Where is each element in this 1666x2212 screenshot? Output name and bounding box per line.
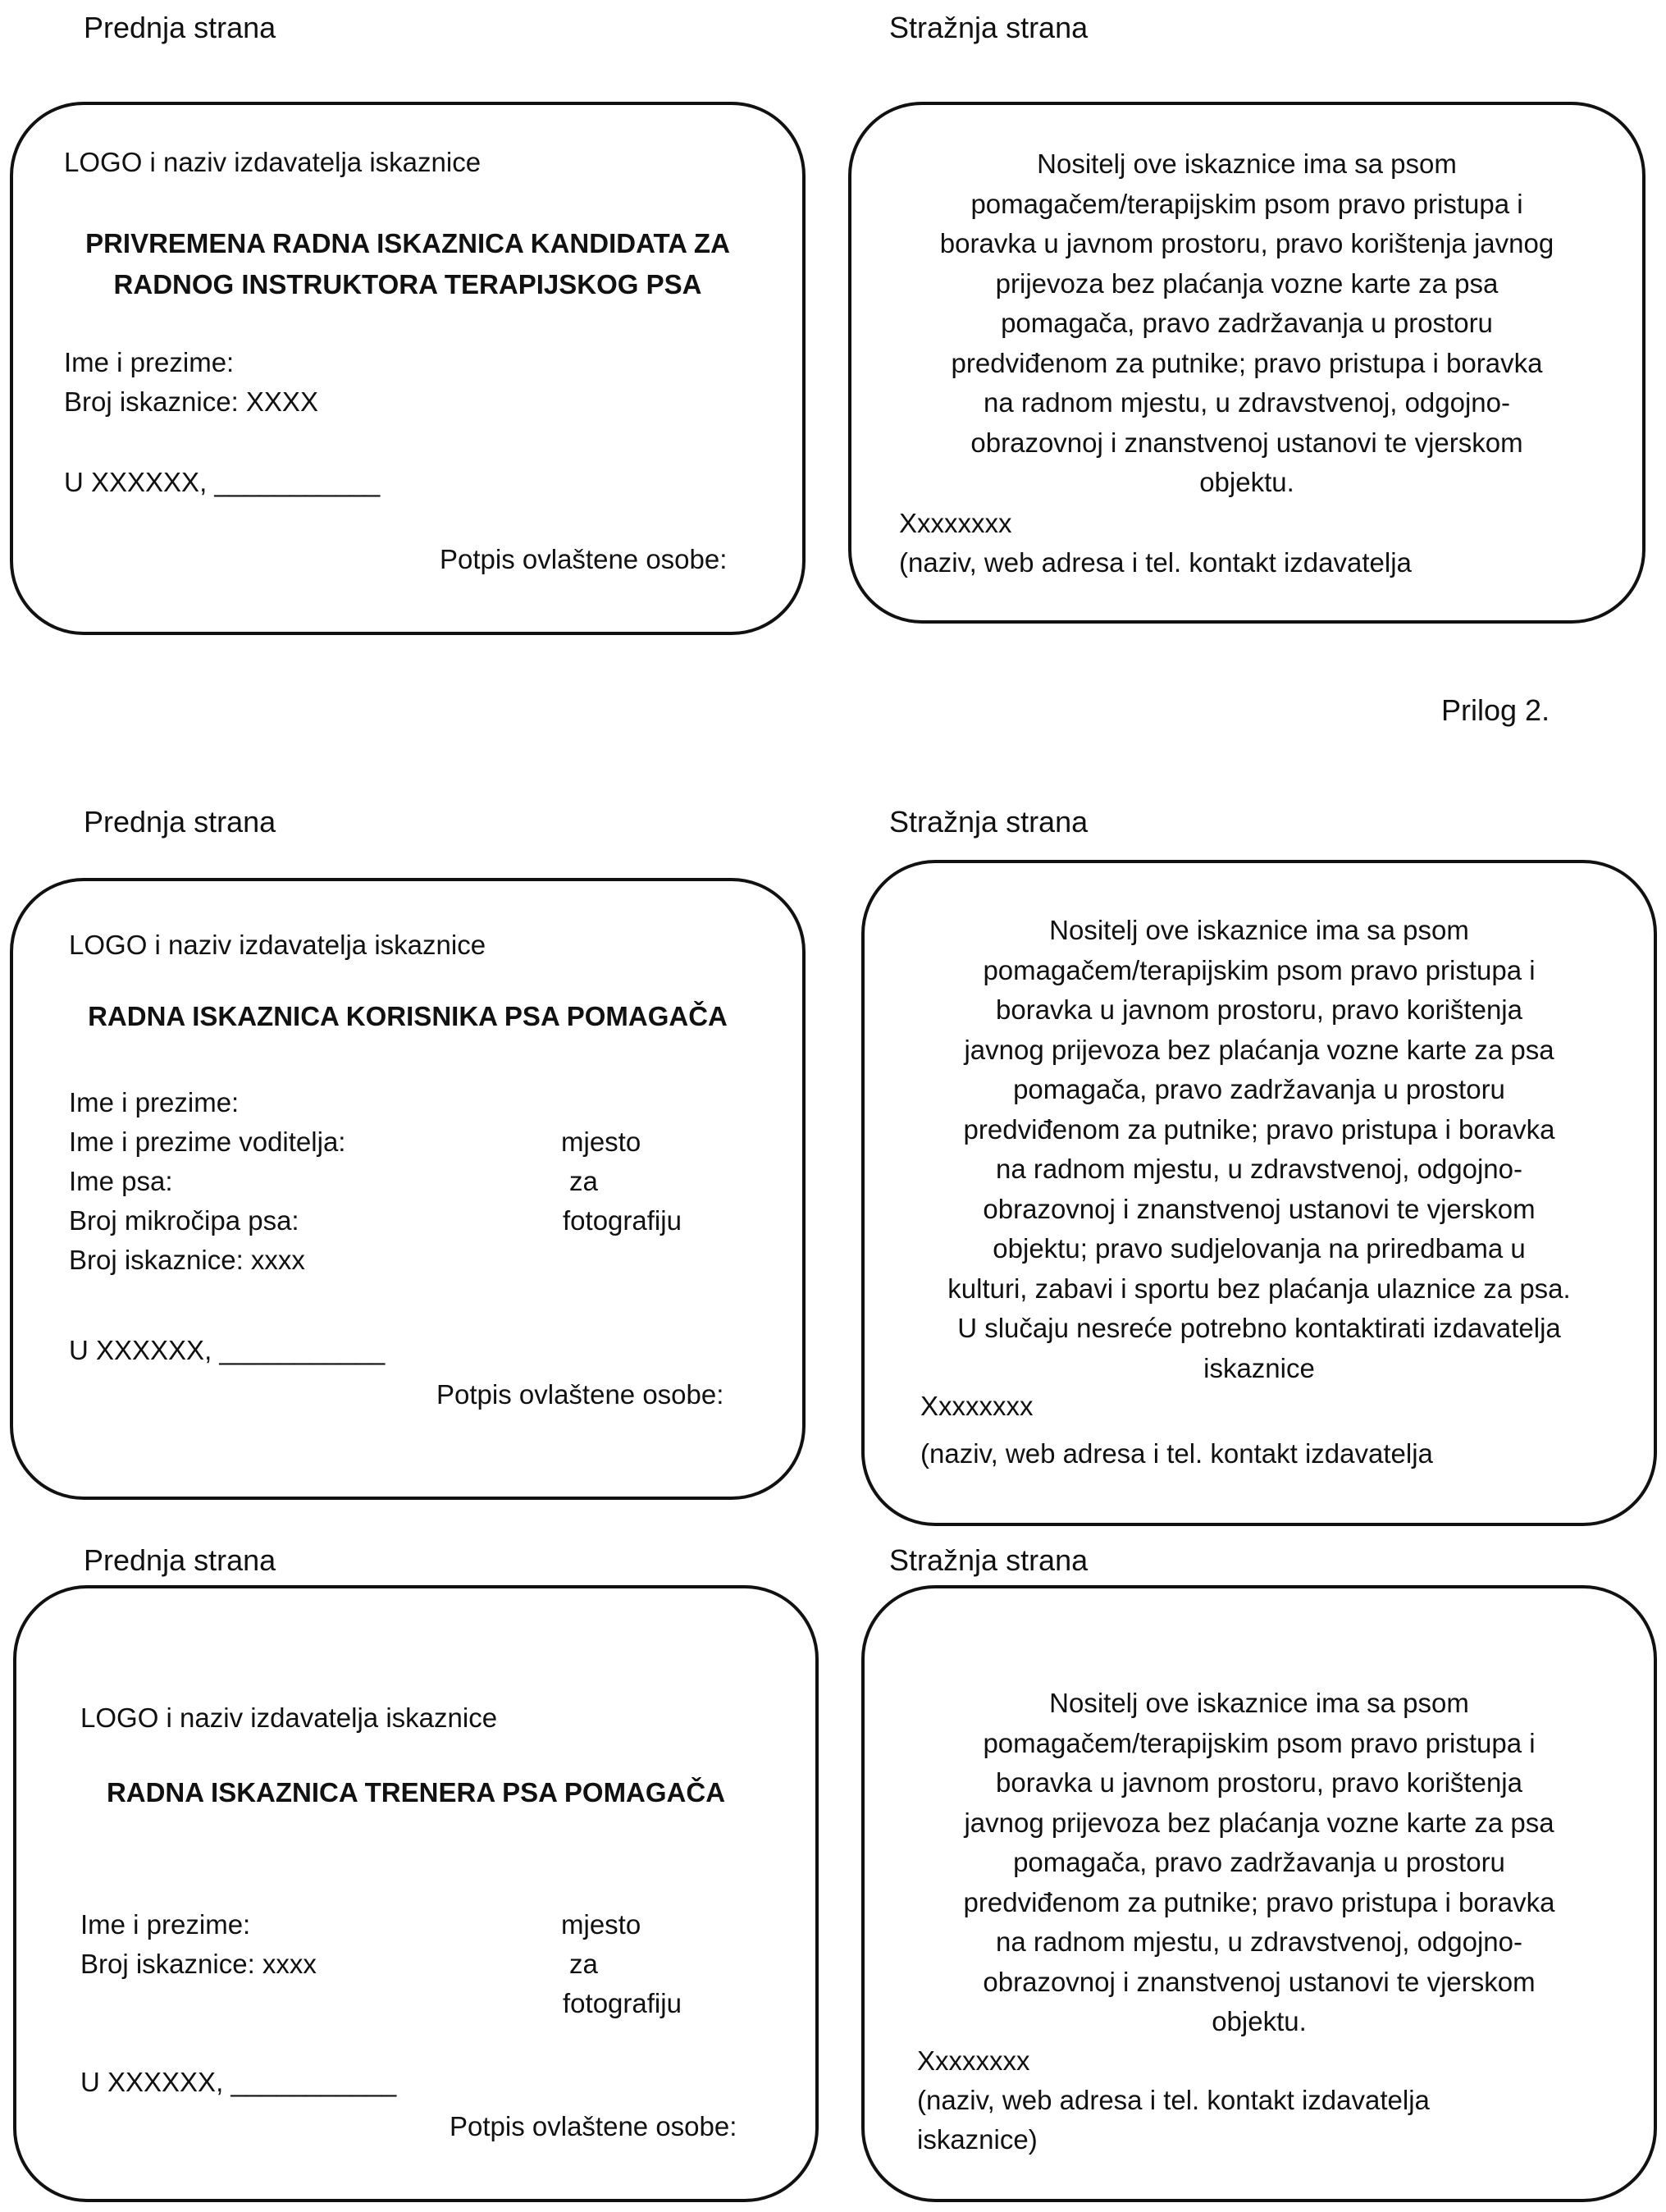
photo-placeholder-line: za bbox=[569, 1949, 598, 1979]
card-title bbox=[16, 1772, 815, 1813]
back-side-label: Stražnja strana bbox=[889, 11, 1089, 44]
back-text-line: predviđenom za putnike; pravo pristupa i boravka bbox=[963, 1886, 1555, 1917]
signature-label: Potpis ovlaštene osobe: bbox=[450, 2111, 737, 2141]
back-text-line: kulturi, zabavi i sportu bez plaćanja ulaznice za psa. bbox=[947, 1273, 1571, 1304]
card-title-line: RADNOG INSTRUKTORA TERAPIJSKOG PSA bbox=[113, 269, 702, 299]
back-text-line: objektu; pravo sudjelovanja na priredbama u bbox=[993, 1233, 1526, 1264]
back-text-line: boravka u javnom prostoru, pravo korištenja javnog bbox=[939, 228, 1554, 258]
issuer-details: (naziv, web adresa i tel. kontakt izdavatelja bbox=[917, 2085, 1430, 2115]
back-text-line: prijevoza bez plaćanja vozne karte za psa bbox=[995, 267, 1499, 299]
card-title-line: PRIVREMENA RADNA ISKAZNICA KANDIDATA ZA bbox=[85, 228, 730, 258]
photo-placeholder-line: mjesto bbox=[561, 1909, 641, 1940]
issuer-details: (naziv, web adresa i tel. kontakt izdavatelja bbox=[899, 547, 1412, 578]
back-text-line: obrazovnoj i znanstvenoj ustanovi te vjerskom bbox=[983, 1966, 1536, 1997]
card-3-back bbox=[861, 1585, 1657, 2202]
back-side-label: Stražnja strana bbox=[889, 1543, 1089, 1577]
back-text-line: pomagača, pravo zadržavanja u prostoru bbox=[1001, 308, 1493, 338]
card-title-line: RADNA ISKAZNICA TRENERA PSA POMAGAČA bbox=[106, 1777, 726, 1808]
signature-label: Potpis ovlaštene osobe: bbox=[436, 1379, 724, 1410]
back-text bbox=[865, 1684, 1654, 2042]
field-name: Ime i prezime: bbox=[64, 347, 235, 377]
card-title-line: RADNA ISKAZNICA KORISNIKA PSA POMAGAČA bbox=[88, 1001, 728, 1031]
field-handler-name: Ime i prezime voditelja: bbox=[69, 1127, 346, 1157]
place-date-line: U XXXXXX, ___________ bbox=[80, 2067, 397, 2097]
field-card-number: Broj iskaznice: XXXX bbox=[64, 386, 318, 417]
back-text-line: objektu. bbox=[1199, 467, 1294, 497]
back-text-line: pomagačem/terapijskim psom pravo pristupa i bbox=[970, 188, 1523, 219]
signature-label: Potpis ovlaštene osobe: bbox=[440, 544, 728, 574]
issuer-details: iskaznice) bbox=[917, 2124, 1038, 2155]
back-text-line: U slučaju nesreće potrebno kontaktirati izdavatelja bbox=[957, 1313, 1561, 1343]
front-side-label: Prednja strana bbox=[84, 805, 276, 839]
photo-placeholder-line: mjesto bbox=[561, 1127, 641, 1157]
back-text-line: pomagača, pravo zadržavanja u prostoru bbox=[1013, 1074, 1505, 1104]
back-text bbox=[865, 911, 1654, 1388]
back-text-line: objektu. bbox=[1212, 2006, 1307, 2036]
logo-issuer-line: LOGO i naziv izdavatelja iskaznice bbox=[69, 930, 486, 960]
back-text-line: pomagačem/terapijskim psom pravo pristupa i bbox=[983, 1727, 1536, 1758]
field-card-number: Broj iskaznice: xxxx bbox=[69, 1245, 305, 1275]
back-text-line: Nositelj ove iskaznice ima sa psom bbox=[1049, 1688, 1469, 1718]
field-microchip: Broj mikročipa psa: bbox=[69, 1205, 299, 1236]
back-text-line: pomagača, pravo zadržavanja u prostoru bbox=[1013, 1847, 1505, 1877]
logo-issuer-line: LOGO i naziv izdavatelja iskaznice bbox=[80, 1702, 498, 1733]
back-text-line: obrazovnoj i znanstvenoj ustanovi te vjerskom bbox=[983, 1193, 1536, 1224]
card-1-back bbox=[848, 102, 1645, 624]
back-text-line: na radnom mjestu, u zdravstvenoj, odgojno- bbox=[995, 1154, 1523, 1184]
card-title bbox=[13, 223, 802, 305]
back-text-line: javnog prijevoza bez plaćanja vozne karte za psa bbox=[964, 1807, 1554, 1838]
back-text-line: boravka u javnom prostoru, pravo korištenja bbox=[996, 1767, 1522, 1798]
back-text-line: iskaznice bbox=[1203, 1352, 1315, 1383]
back-text-line: Nositelj ove iskaznice ima sa psom bbox=[1049, 915, 1469, 945]
card-2-back bbox=[861, 860, 1657, 1526]
front-side-label: Prednja strana bbox=[84, 1543, 276, 1577]
issuer-placeholder: Xxxxxxxx bbox=[920, 1391, 1034, 1421]
photo-placeholder-line: za bbox=[569, 1166, 598, 1196]
back-text-line: predviđenom za putnike; pravo pristupa i boravka bbox=[963, 1113, 1555, 1145]
field-dog-name: Ime psa: bbox=[69, 1166, 173, 1196]
card-title bbox=[13, 996, 802, 1037]
photo-placeholder-line: fotografiju bbox=[563, 1205, 682, 1236]
field-name: Ime i prezime: bbox=[80, 1909, 251, 1940]
back-text-line: pomagačem/terapijskim psom pravo pristupa i bbox=[983, 954, 1536, 985]
back-text-line: predviđenom za putnike; pravo pristupa i boravka bbox=[951, 347, 1543, 378]
logo-issuer-line: LOGO i naziv izdavatelja iskaznice bbox=[64, 147, 482, 177]
back-text-line: javnog prijevoza bez plaćanja vozne karte za psa bbox=[964, 1034, 1554, 1065]
photo-placeholder-line: fotografiju bbox=[563, 1988, 682, 2018]
place-date-line: U XXXXXX, ___________ bbox=[69, 1335, 386, 1365]
card-3-front bbox=[13, 1585, 819, 2202]
field-card-number: Broj iskaznice: xxxx bbox=[80, 1949, 317, 1979]
front-side-label: Prednja strana bbox=[84, 11, 276, 44]
back-text-line: na radnom mjestu, u zdravstvenoj, odgojno- bbox=[995, 1926, 1523, 1957]
back-text-line: boravka u javnom prostoru, pravo korištenja bbox=[996, 994, 1522, 1025]
annex-label: Prilog 2. bbox=[1441, 693, 1550, 727]
back-side-label: Stražnja strana bbox=[889, 805, 1089, 839]
back-text-line: Nositelj ove iskaznice ima sa psom bbox=[1037, 149, 1457, 179]
back-text-line: obrazovnoj i znanstvenoj ustanovi te vjerskom bbox=[970, 427, 1523, 458]
field-name: Ime i prezime: bbox=[69, 1087, 240, 1117]
card-2-front bbox=[10, 878, 806, 1500]
issuer-placeholder: Xxxxxxxx bbox=[917, 2045, 1030, 2076]
back-text bbox=[851, 144, 1642, 503]
card-1-front bbox=[10, 102, 806, 635]
place-date-line: U XXXXXX, ___________ bbox=[64, 467, 381, 497]
issuer-placeholder: Xxxxxxxx bbox=[899, 508, 1012, 538]
issuer-details: (naziv, web adresa i tel. kontakt izdavatelja bbox=[920, 1438, 1433, 1469]
back-text-line: na radnom mjestu, u zdravstvenoj, odgojno- bbox=[983, 387, 1511, 418]
